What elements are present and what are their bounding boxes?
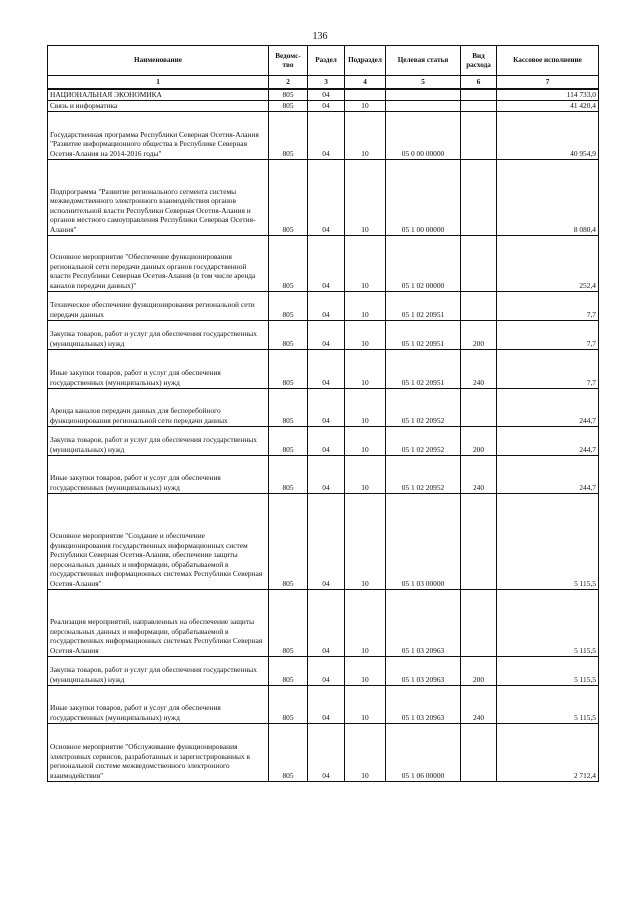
cell-ved: 805	[269, 426, 308, 455]
cell-razdel: 04	[308, 235, 345, 291]
cell-name: НАЦИОНАЛЬНАЯ ЭКОНОМИКА	[48, 89, 269, 100]
cell-podrazdel: 10	[345, 723, 386, 781]
header-name: Наименование	[48, 46, 269, 76]
cell-vr: 200	[461, 320, 497, 349]
header-ved: Ведомс-тво	[269, 46, 308, 76]
cell-vr: 240	[461, 685, 497, 723]
cell-razdel: 04	[308, 426, 345, 455]
cell-ved: 805	[269, 455, 308, 493]
col-number: 4	[345, 76, 386, 90]
table-row	[48, 685, 599, 723]
cell-podrazdel: 10	[345, 455, 386, 493]
col-number: 5	[386, 76, 461, 90]
cell-cs	[386, 89, 461, 100]
table-row	[48, 349, 599, 388]
cell-podrazdel: 10	[345, 159, 386, 235]
cell-podrazdel: 10	[345, 320, 386, 349]
cell-cs: 05 1 02 20952	[386, 388, 461, 426]
cell-ved: 805	[269, 349, 308, 388]
table-row	[48, 111, 599, 159]
cell-cs: 05 1 02 20952	[386, 426, 461, 455]
cell-ved: 805	[269, 656, 308, 685]
cell-podrazdel: 10	[345, 291, 386, 320]
cell-ved: 805	[269, 723, 308, 781]
cell-razdel: 04	[308, 320, 345, 349]
header-podrazdel: Подраздел	[345, 46, 386, 76]
cell-ved: 805	[269, 291, 308, 320]
cell-vr	[461, 111, 497, 159]
cell-amount: 41 420,4	[497, 100, 599, 111]
col-number: 6	[461, 76, 497, 90]
header-cs: Целевая статья	[386, 46, 461, 76]
table-row	[48, 455, 599, 493]
budget-table	[47, 45, 599, 782]
cell-podrazdel: 10	[345, 493, 386, 589]
cell-amount: 114 733,0	[497, 89, 599, 100]
cell-razdel: 04	[308, 100, 345, 111]
header-vr: Вид расхода	[461, 46, 497, 76]
table-row	[48, 100, 599, 111]
cell-name: Техническое обеспечение функционирования региональной сети передачи данных	[48, 291, 269, 320]
cell-amount: 5 115,5	[497, 493, 599, 589]
cell-name: Основное мероприятие "Обслуживание функционирования электронных сервисов, разработанных и зарегистрированных в региональной системе межведомственного электронного взаимодействия"	[48, 723, 269, 781]
cell-name: Закупка товаров, работ и услуг для обеспечения государственных (муниципальных) нужд	[48, 320, 269, 349]
cell-podrazdel: 10	[345, 349, 386, 388]
cell-amount: 252,4	[497, 235, 599, 291]
cell-cs: 05 1 03 20963	[386, 589, 461, 656]
table-row	[48, 493, 599, 589]
cell-cs: 05 1 02 20951	[386, 349, 461, 388]
cell-cs: 05 1 02 20952	[386, 455, 461, 493]
col-number: 7	[497, 76, 599, 90]
cell-podrazdel: 10	[345, 111, 386, 159]
cell-podrazdel: 10	[345, 100, 386, 111]
col-number: 2	[269, 76, 308, 90]
cell-vr	[461, 89, 497, 100]
table-row	[48, 589, 599, 656]
cell-cs: 05 1 02 20951	[386, 320, 461, 349]
table-row	[48, 656, 599, 685]
cell-vr	[461, 589, 497, 656]
cell-podrazdel: 10	[345, 235, 386, 291]
cell-razdel: 04	[308, 291, 345, 320]
cell-amount: 5 115,5	[497, 589, 599, 656]
cell-ved: 805	[269, 493, 308, 589]
cell-razdel: 04	[308, 349, 345, 388]
cell-cs: 05 1 03 20963	[386, 656, 461, 685]
cell-name: Подпрограмма "Развитие регионального сегмента системы межведомственного электронного взаимодействия органов исполнительной власти Республики Северная Осетия-Алания и органов местного самоуправления Республики Северная Осетия-Алания"	[48, 159, 269, 235]
cell-razdel: 04	[308, 493, 345, 589]
cell-vr	[461, 100, 497, 111]
cell-vr: 240	[461, 349, 497, 388]
cell-cs: 05 1 03 20963	[386, 685, 461, 723]
col-number: 3	[308, 76, 345, 90]
table-row	[48, 723, 599, 781]
cell-vr	[461, 159, 497, 235]
table-row	[48, 291, 599, 320]
cell-razdel: 04	[308, 89, 345, 100]
cell-amount: 5 115,5	[497, 656, 599, 685]
cell-ved: 805	[269, 111, 308, 159]
cell-razdel: 04	[308, 455, 345, 493]
cell-ved: 805	[269, 589, 308, 656]
cell-cs: 05 1 02 00000	[386, 235, 461, 291]
cell-razdel: 04	[308, 723, 345, 781]
cell-vr	[461, 723, 497, 781]
header-row	[48, 46, 599, 76]
cell-name: Реализация мероприятий, направленных на обеспечение защиты персональных данных и информации, обрабатываемой в государственных информационных системах Республики Северная Осетия-Алания	[48, 589, 269, 656]
cell-vr	[461, 291, 497, 320]
cell-vr: 200	[461, 656, 497, 685]
cell-podrazdel: 10	[345, 656, 386, 685]
cell-razdel: 04	[308, 388, 345, 426]
table-row	[48, 320, 599, 349]
cell-vr	[461, 493, 497, 589]
cell-cs: 05 1 06 00000	[386, 723, 461, 781]
cell-name: Аренда каналов передачи данных для бесперебойного функционирования региональной сети передачи данных	[48, 388, 269, 426]
cell-podrazdel: 10	[345, 589, 386, 656]
table-row	[48, 388, 599, 426]
cell-podrazdel: 10	[345, 426, 386, 455]
cell-cs: 05 1 00 00000	[386, 159, 461, 235]
header-kassa: Кассовое исполнение	[497, 46, 599, 76]
cell-cs: 05 1 03 00000	[386, 493, 461, 589]
page-number: 136	[312, 31, 328, 42]
cell-name: Государственная программа Республики Северная Осетия-Алания "Развитие информационного общества в Республике Северная Осетия-Алания на 2014-2016 годы"	[48, 111, 269, 159]
cell-amount: 2 712,4	[497, 723, 599, 781]
cell-name: Иные закупки товаров, работ и услуг для обеспечения государственных (муниципальных) нужд	[48, 349, 269, 388]
cell-vr	[461, 388, 497, 426]
cell-cs: 05 0 00 00000	[386, 111, 461, 159]
cell-ved: 805	[269, 685, 308, 723]
cell-amount: 7,7	[497, 291, 599, 320]
cell-podrazdel: 10	[345, 685, 386, 723]
cell-name: Основное мероприятие "Создание и обеспечение функционирования государственных информационных систем Республики Северная Осетия-Алания, обеспечение защиты персональных данных и информации, обрабатываемой в государственных информационных системах Республики Северная Осетия-Алания"	[48, 493, 269, 589]
cell-amount: 244,7	[497, 388, 599, 426]
cell-name: Закупка товаров, работ и услуг для обеспечения государственных (муниципальных) нужд	[48, 426, 269, 455]
table-row	[48, 235, 599, 291]
cell-amount: 7,7	[497, 349, 599, 388]
cell-ved: 805	[269, 235, 308, 291]
cell-razdel: 04	[308, 111, 345, 159]
cell-cs: 05 1 02 20951	[386, 291, 461, 320]
cell-name: Иные закупки товаров, работ и услуг для обеспечения государственных (муниципальных) нужд	[48, 455, 269, 493]
column-number-row	[48, 76, 599, 90]
cell-amount: 5 115,5	[497, 685, 599, 723]
cell-razdel: 04	[308, 589, 345, 656]
cell-amount: 40 954,9	[497, 111, 599, 159]
cell-ved: 805	[269, 159, 308, 235]
cell-vr: 240	[461, 455, 497, 493]
cell-ved: 805	[269, 100, 308, 111]
cell-podrazdel: 10	[345, 388, 386, 426]
cell-amount: 8 080,4	[497, 159, 599, 235]
cell-name: Связь и информатика	[48, 100, 269, 111]
cell-amount: 7,7	[497, 320, 599, 349]
cell-razdel: 04	[308, 159, 345, 235]
cell-amount: 244,7	[497, 455, 599, 493]
cell-razdel: 04	[308, 685, 345, 723]
cell-name: Иные закупки товаров, работ и услуг для обеспечения государственных (муниципальных) нужд	[48, 685, 269, 723]
cell-vr: 200	[461, 426, 497, 455]
cell-name: Закупка товаров, работ и услуг для обеспечения государственных (муниципальных) нужд	[48, 656, 269, 685]
col-number: 1	[48, 76, 269, 90]
cell-ved: 805	[269, 320, 308, 349]
cell-ved: 805	[269, 89, 308, 100]
cell-razdel: 04	[308, 656, 345, 685]
table-row	[48, 426, 599, 455]
cell-amount: 244,7	[497, 426, 599, 455]
table-row	[48, 89, 599, 100]
cell-podrazdel	[345, 89, 386, 100]
header-razdel: Раздел	[308, 46, 345, 76]
cell-ved: 805	[269, 388, 308, 426]
table-row	[48, 159, 599, 235]
cell-name: Основное мероприятие "Обеспечение функционирования региональной сети передачи данных органов государственной власти Республики Северная Осетия-Алания (в том числе аренда каналов передачи данных)"	[48, 235, 269, 291]
cell-cs	[386, 100, 461, 111]
cell-vr	[461, 235, 497, 291]
